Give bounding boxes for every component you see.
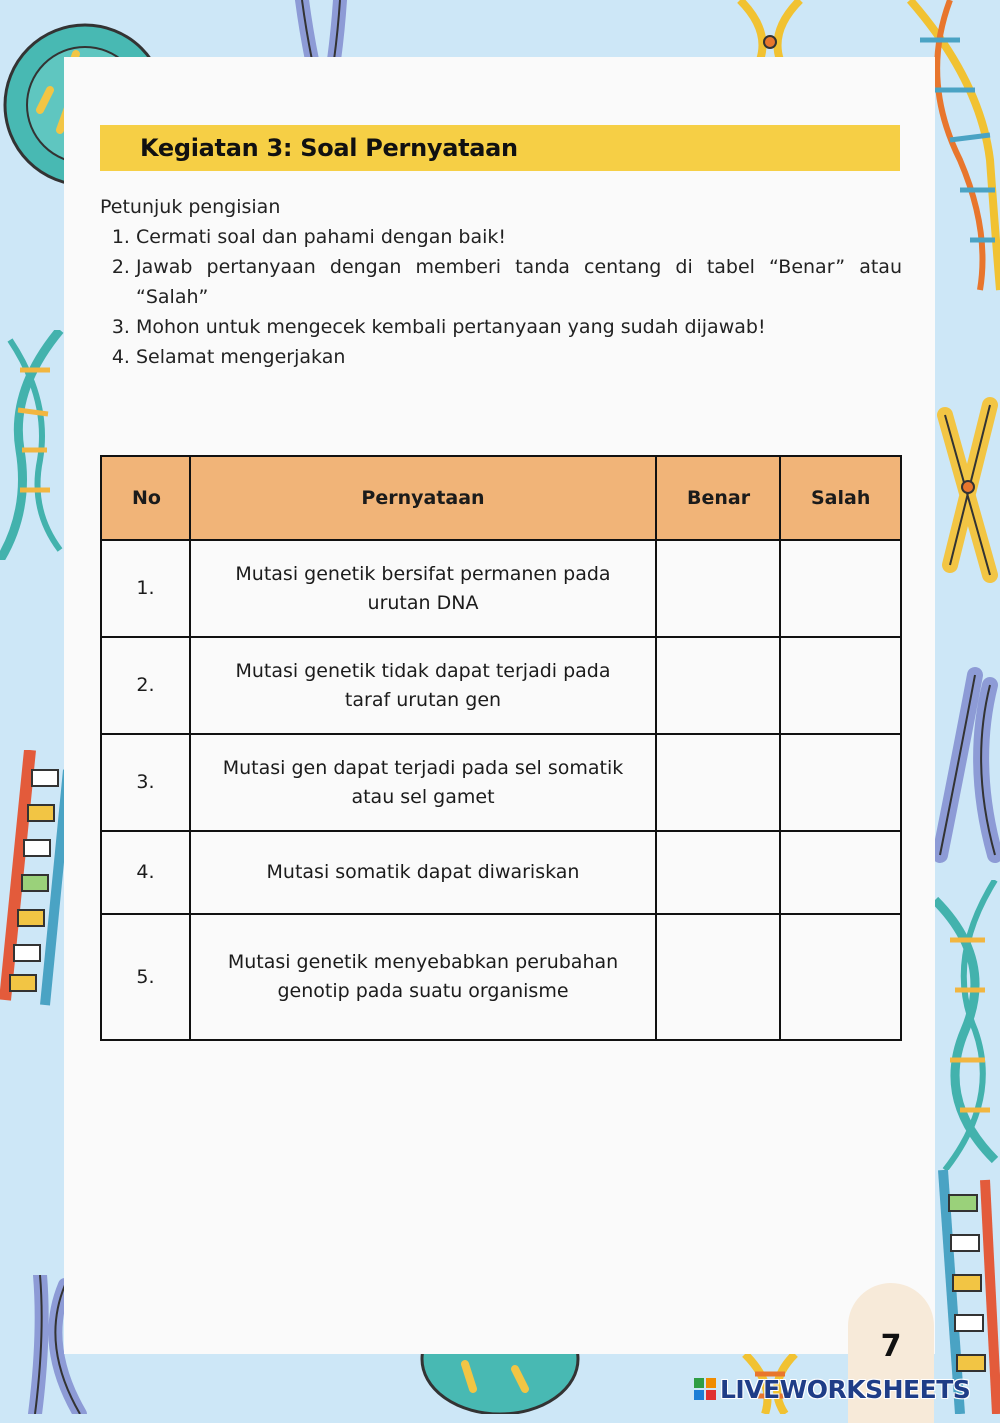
brand-name: LIVEWORKSHEETS <box>720 1374 971 1404</box>
true-checkbox-cell[interactable] <box>656 734 780 831</box>
page-title: Kegiatan 3: Soal Pernyataan <box>140 134 518 162</box>
false-checkbox-cell[interactable] <box>780 914 901 1040</box>
false-checkbox-cell[interactable] <box>780 540 901 637</box>
cell-illustration-bottom <box>415 1354 585 1414</box>
chromosome-icon-right-lower <box>935 665 1000 865</box>
false-checkbox-cell[interactable] <box>780 637 901 734</box>
instructions-list <box>100 222 902 372</box>
instructions-heading: Petunjuk pengisian <box>100 196 281 218</box>
table-row <box>101 637 901 734</box>
row-statement: Mutasi genetik menyebabkan perubahan genotip pada suatu organisme <box>190 914 656 1040</box>
page-number: 7 <box>880 1329 902 1364</box>
dna-ladder-left <box>0 750 70 1010</box>
dna-helix-left <box>0 330 70 560</box>
true-checkbox-cell[interactable] <box>656 831 780 914</box>
header-statement: Pernyataan <box>190 456 656 540</box>
chromosome-icon-top <box>290 0 360 62</box>
true-checkbox-cell[interactable] <box>656 914 780 1040</box>
row-number: 2. <box>101 637 190 734</box>
instructions <box>100 192 902 372</box>
table-row <box>101 831 901 914</box>
false-checkbox-cell[interactable] <box>780 831 901 914</box>
row-statement: Mutasi somatik dapat diwariskan <box>190 831 656 914</box>
worksheet-page <box>64 57 935 1354</box>
row-number: 5. <box>101 914 190 1040</box>
dna-helix-right-lower <box>935 880 1000 1170</box>
instruction-item: 4. Selamat mengerjakan <box>136 342 902 372</box>
chromosome-icon-right <box>935 395 1000 585</box>
row-statement: Mutasi genetik tidak dapat terjadi pada taraf urutan gen <box>190 637 656 734</box>
header-true: Benar <box>656 456 780 540</box>
true-checkbox-cell[interactable] <box>656 540 780 637</box>
row-statement: Mutasi genetik bersifat permanen pada urutan DNA <box>190 540 656 637</box>
title-banner <box>100 125 900 171</box>
statement-table <box>100 455 902 1041</box>
table-row <box>101 540 901 637</box>
liveworksheets-logo-icon <box>694 1378 716 1400</box>
instruction-item: 1. Cermati soal dan pahami dengan baik! <box>136 222 902 252</box>
header-no: No <box>101 456 190 540</box>
header-false: Salah <box>780 456 901 540</box>
table-row <box>101 734 901 831</box>
table-row <box>101 914 901 1040</box>
instruction-item: 3. Mohon untuk mengecek kembali pertanyaan yang sudah dijawab! <box>136 312 902 342</box>
false-checkbox-cell[interactable] <box>780 734 901 831</box>
brand-watermark <box>694 1372 970 1406</box>
row-statement: Mutasi gen dapat terjadi pada sel somatik atau sel gamet <box>190 734 656 831</box>
instruction-item: 2. Jawab pertanyaan dengan memberi tanda centang di tabel “Benar” atau “Salah” <box>136 252 902 312</box>
row-number: 3. <box>101 734 190 831</box>
row-number: 4. <box>101 831 190 914</box>
table-header-row <box>101 456 901 540</box>
row-number: 1. <box>101 540 190 637</box>
true-checkbox-cell[interactable] <box>656 637 780 734</box>
